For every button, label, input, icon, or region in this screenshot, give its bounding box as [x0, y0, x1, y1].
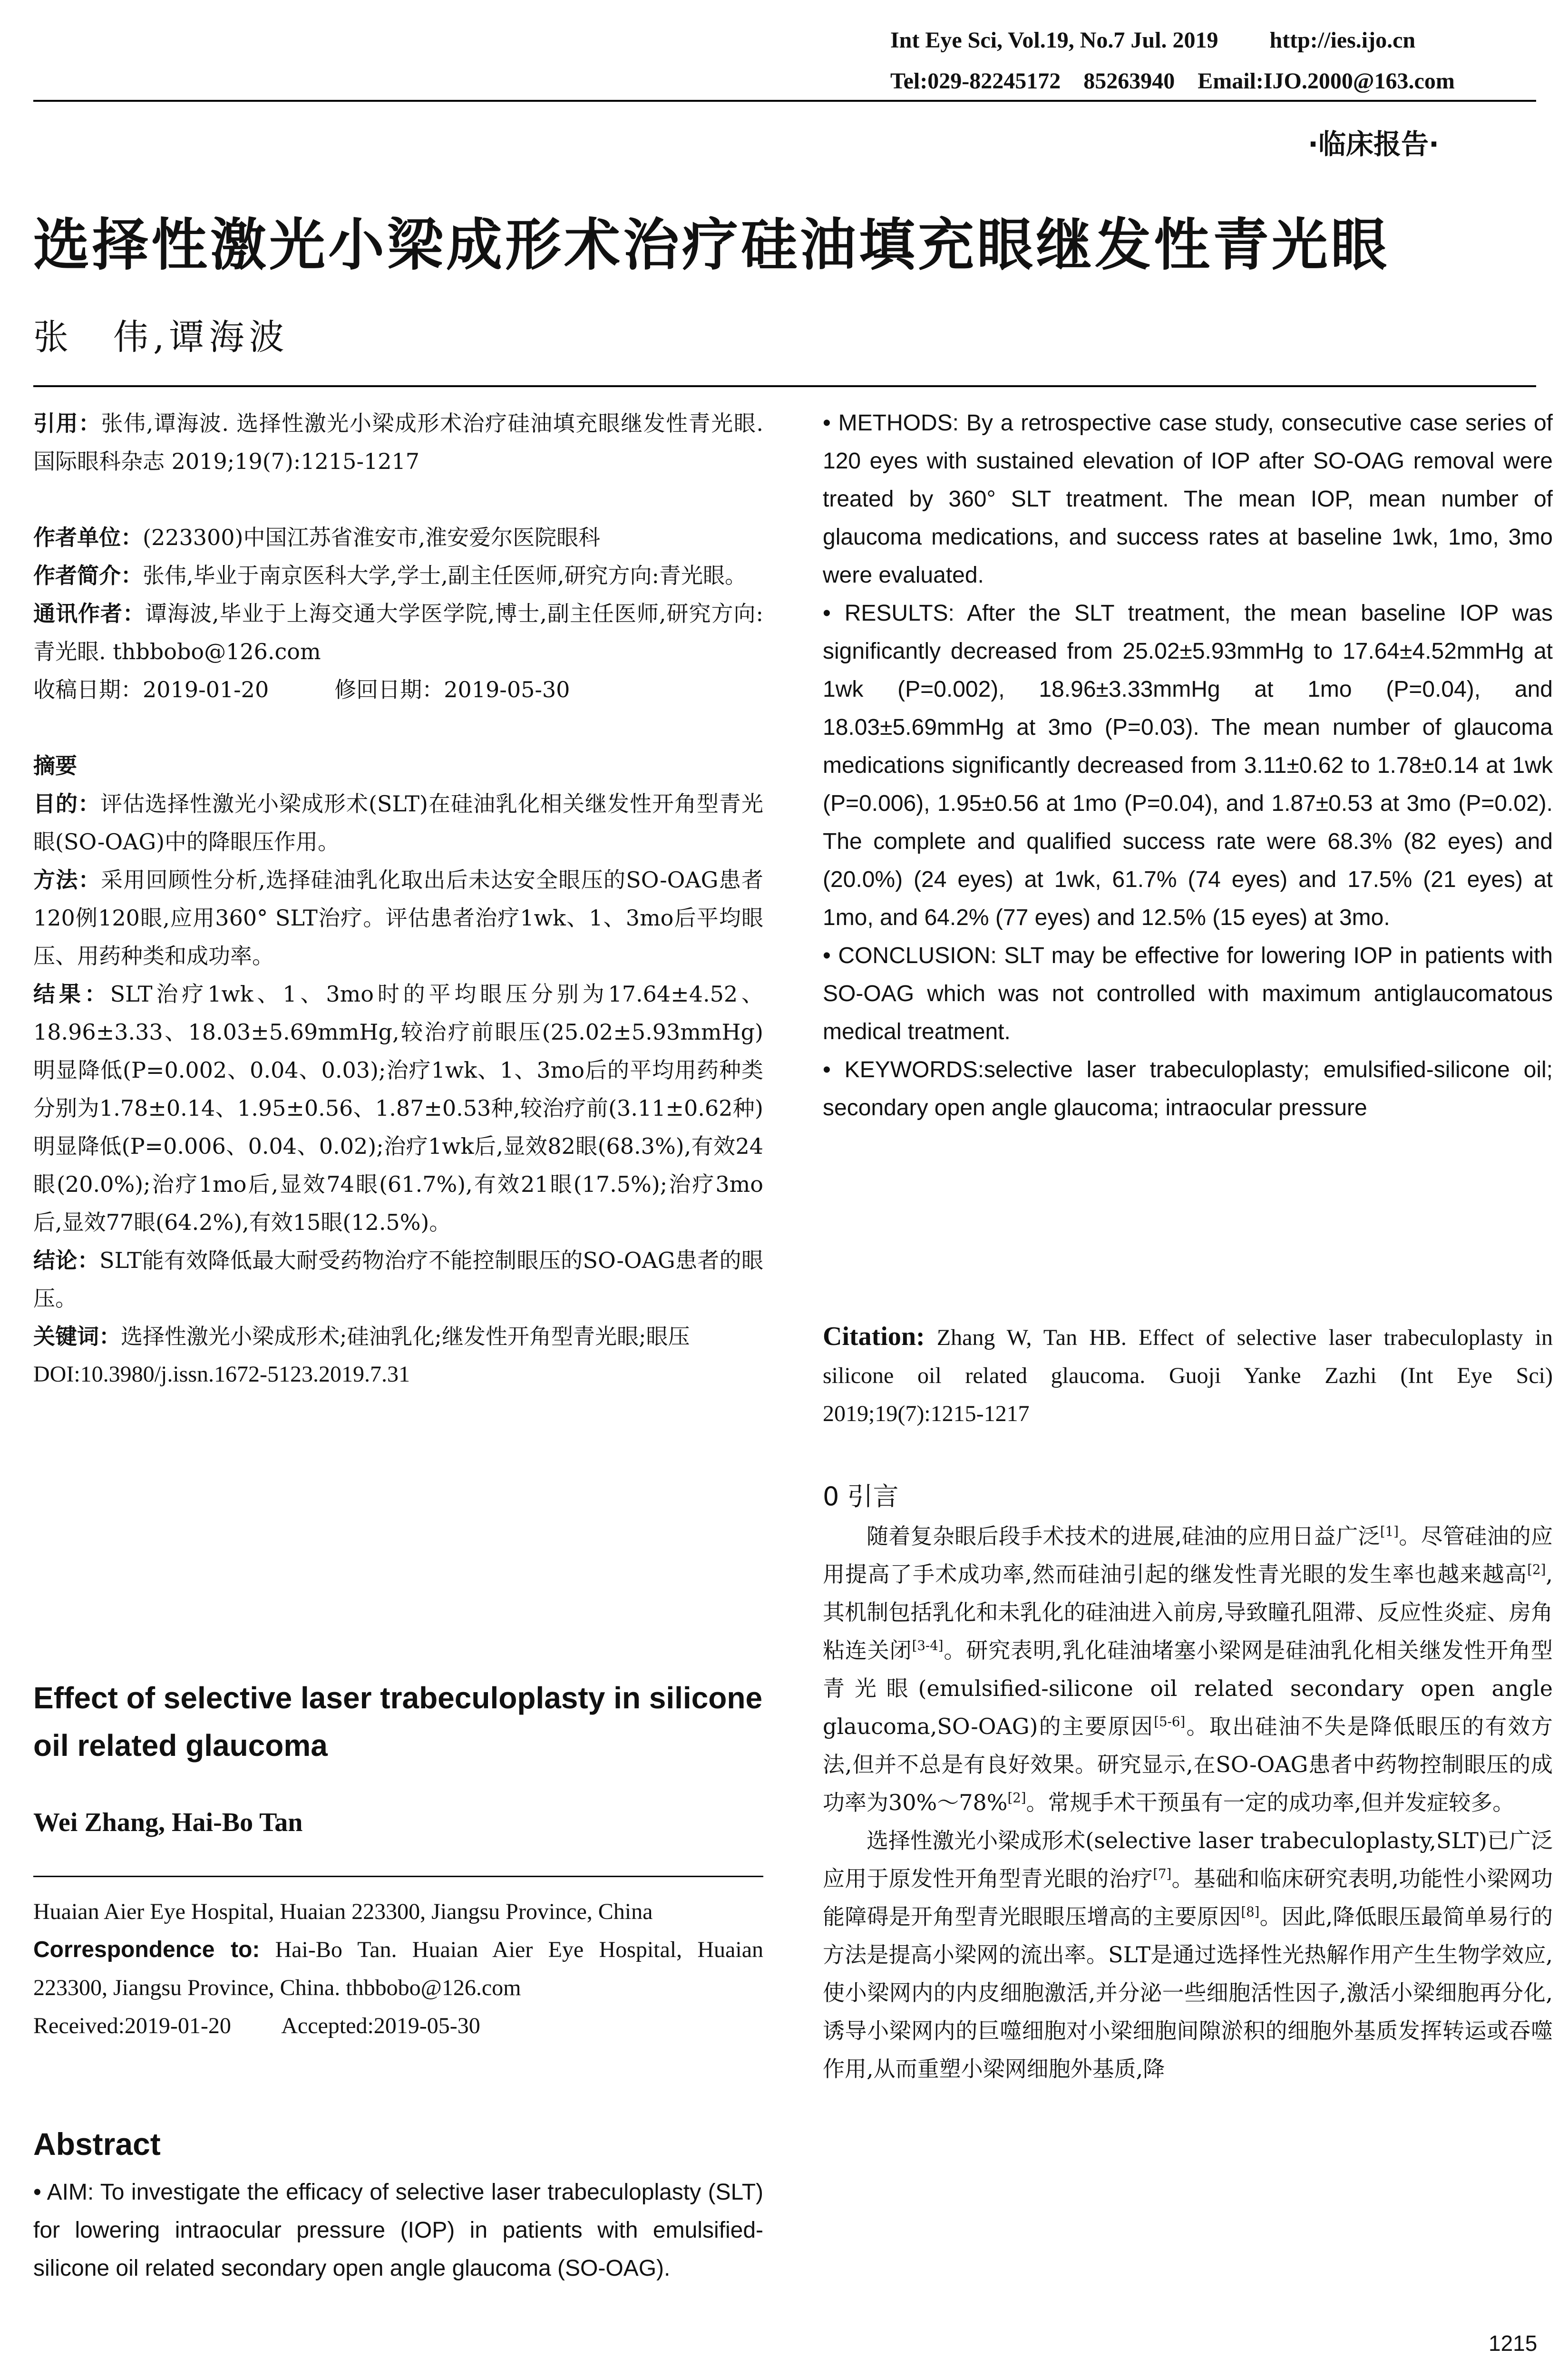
- affiliation-label: 作者单位：: [33, 525, 143, 550]
- english-correspondence: [33, 1931, 763, 2007]
- english-aim-text: • AIM: To investigate the efficacy of selective laser trabeculoplasty (SLT) for lowering intraocular pressure (IOP) in patients with emulsified-silicone oil related secondary open angle glaucoma (SO-OAG).: [33, 2180, 763, 2281]
- bio-cn: [33, 556, 763, 594]
- english-dates: Received:2019-01-20 Accepted:2019-05-30: [33, 2013, 480, 2038]
- citation-text: 张伟,谭海波. 选择性激光小梁成形术治疗硅油填充眼继发性青光眼. 国际眼科杂志 2019;19(7):1215-1217: [33, 410, 763, 474]
- affiliation-cn: [33, 518, 763, 556]
- result-text: SLT治疗1wk、1、3mo时的平均眼压分别为17.64±4.52、18.96±3.33、18.03±5.69mmHg,较治疗前眼压(25.02±5.93mmHg)明显降低(P=0.002、0.04、0.03);治疗1wk、1、3mo后的平均用药种类分别为1.78±0.14、1.95±0.56、1.87±0.53种,较治疗前(3.11±0.62种)明显降低(P=0.006、0.04、0.02);治疗1wk后,显效82眼(68.3%),有效24眼(20.0%);治疗1mo后,显效74眼(61.7%),有效21眼(17.5%);治疗3mo后,显效77眼(64.2%),有效15眼(12.5%)。: [33, 981, 763, 1235]
- aim-text: 评估选择性激光小梁成形术(SLT)在硅油乳化相关继发性开角型青光眼(SO-OAG)中的降眼压作用。: [33, 791, 763, 855]
- english-conclusion: • CONCLUSION: SLT may be effective for lowering IOP in patients with SO-OAG which was not controlled with maximum antiglaucomatous medical treatment.: [823, 943, 1553, 1044]
- english-abstract-heading: Abstract: [33, 2126, 161, 2162]
- conclusion-label: 结论：: [33, 1247, 100, 1273]
- corresponding-label: 通讯作者：: [33, 601, 145, 626]
- result-label: 结果：: [33, 981, 110, 1007]
- intro-text: ,其机制包括乳化和未乳化的硅油进入前房,导致瞳孔阻滞、反应性炎症、房角粘连关闭: [823, 1561, 1553, 1663]
- english-citation-label: Citation:: [823, 1322, 925, 1351]
- intro-text: 。基础和临床研究表明,功能性小梁网功能障碍是开角型青光眼眼压增高的主要原因: [823, 1866, 1553, 1929]
- conclusion-cn: [33, 1241, 763, 1317]
- corresponding-text: 谭海波,毕业于上海交通大学医学院,博士,副主任医师,研究方向:青光眼. thbbobo@126.com: [33, 601, 763, 664]
- title-rule: [33, 385, 1536, 387]
- english-citation: [823, 1317, 1553, 1433]
- header-rule: [33, 100, 1536, 102]
- aim-label: 目的：: [33, 791, 101, 817]
- intro-text: 选择性激光小梁成形术(selective laser trabeculoplasty,SLT)已广泛应用于原发性开角型青光眼的治疗: [823, 1828, 1553, 1891]
- page-number: 1215: [1489, 2331, 1538, 2356]
- reference-mark: [7]: [1153, 1866, 1172, 1882]
- english-keywords: • KEYWORDS:selective laser trabeculoplasty; emulsified-silicone oil; secondary open angle glaucoma; intraocular pressure: [823, 1057, 1553, 1120]
- method-text: 采用回顾性分析,选择硅油乳化取出后未达安全眼压的SO-OAG患者120例120眼,应用360° SLT治疗。评估患者治疗1wk、1、3mo后平均眼压、用药种类和成功率。: [33, 867, 763, 969]
- journal-info-line: Int Eye Sci, Vol.19, No.7 Jul. 2019 http://ies.ijo.cn: [890, 28, 1416, 53]
- intro-heading: 0 引言: [823, 1481, 899, 1511]
- article-title: 选择性激光小梁成形术治疗硅油填充眼继发性青光眼: [33, 212, 1390, 278]
- affiliation-text: (223300)中国江苏省淮安市,淮安爱尔医院眼科: [143, 525, 601, 550]
- english-affiliation: Huaian Aier Eye Hospital, Huaian 223300, Jiangsu Province, China: [33, 1899, 653, 1924]
- result-cn: [33, 975, 763, 1241]
- english-title: Effect of selective laser trabeculoplasty in silicone oil related glaucoma: [33, 1681, 763, 1763]
- intro-text: 。常规手术干预虽有一定的成功率,但并发症较多。: [1026, 1790, 1515, 1815]
- intro-paragraph-1: [823, 1517, 1553, 1822]
- conclusion-text: SLT能有效降低最大耐受药物治疗不能控制眼压的SO-OAG患者的眼压。: [33, 1247, 763, 1311]
- english-authors-rule: [33, 1876, 763, 1877]
- method-label: 方法：: [33, 867, 101, 893]
- citation-cn: [33, 404, 763, 480]
- intro-text: 随着复杂眼后段手术技术的进展,硅油的应用日益广泛: [867, 1523, 1380, 1549]
- intro-paragraph-2: [823, 1822, 1553, 2088]
- english-citation-block: [823, 1317, 1553, 1433]
- bio-label: 作者简介：: [33, 563, 143, 588]
- reference-mark: [2]: [1527, 1561, 1546, 1578]
- keywords-text: 选择性激光小梁成形术;硅油乳化;继发性开角型青光眼;眼压: [121, 1324, 690, 1349]
- journal-contact-line: Tel:029-82245172 85263940 Email:IJO.2000@163.com: [890, 68, 1455, 94]
- corresponding-cn: [33, 594, 763, 671]
- citation-label: 引用：: [33, 410, 101, 436]
- aim-cn: [33, 785, 763, 861]
- left-column: [33, 404, 763, 1393]
- section-tag: ·临床报告·: [1308, 128, 1440, 160]
- reference-mark: [3-4]: [912, 1637, 944, 1654]
- article-authors: 张 伟,谭海波: [33, 317, 289, 358]
- english-aim: [33, 2173, 763, 2288]
- dates-cn: 收稿日期：2019-01-20 修回日期：2019-05-30: [33, 677, 570, 702]
- abstract-heading-cn: 摘要: [33, 753, 77, 779]
- method-cn: [33, 861, 763, 975]
- reference-mark: [1]: [1380, 1523, 1399, 1539]
- intro-text: 。因此,降低眼压最简单易行的方法是提高小梁网的流出率。SLT是通过选择性光热解作用产生生物学效应,使小梁网内的内皮细胞激活,并分泌一些细胞活性因子,激活小梁细胞再分化,诱导小梁网内的巨噬细胞对小梁细胞间隙淤积的细胞外基质发挥转运或吞噬作用,从而重塑小梁网细胞外基质,降: [823, 1904, 1553, 2082]
- english-citation-text: Zhang W, Tan HB. Effect of selective laser trabeculoplasty in silicone oil related glaucoma. Guoji Yanke Zazhi (Int Eye Sci) 2019;19(7):1215-1217: [823, 1325, 1553, 1426]
- english-results: • RESULTS: After the SLT treatment, the mean baseline IOP was significantly decreased from 25.02±5.93mmHg to 17.64±4.52mmHg at 1wk (P=0.002), 18.96±3.33mmHg at 1mo (P=0.04), and 18.03±5.69mmHg at 3mo (P=0.03). The mean number of glaucoma medications significantly decreased from 3.11±0.62 to 1.78±0.14 at 1wk (P=0.006), 1.95±0.56 at 1mo (P=0.04), and 1.87±0.53 at 3mo (P=0.02). The complete and qualified success rate were 68.3% (82 eyes) and (20.0%) (24 eyes) at 1wk, 61.7% (74 eyes) and 17.5% (21 eyes) at 1mo, and 64.2% (77 eyes) and 12.5% (15 eyes) at 3mo.: [823, 601, 1553, 930]
- right-abstract: [823, 404, 1553, 1127]
- english-methods: • METHODS: By a retrospective case study, consecutive case series of 120 eyes with sustained elevation of IOP after SO-OAG removal were treated by 360° SLT treatment. The mean IOP, mean number of glaucoma medications, and success rates at baseline 1wk, 1mo, 3mo were evaluated.: [823, 410, 1553, 588]
- english-correspondence-label: Correspondence to:: [33, 1937, 260, 1962]
- keywords-label: 关键词：: [33, 1324, 121, 1349]
- english-authors: Wei Zhang, Hai-Bo Tan: [33, 1808, 303, 1837]
- english-correspondence-text: Hai-Bo Tan. Huaian Aier Eye Hospital, Huaian 223300, Jiangsu Province, China. thbbobo@126.com: [33, 1937, 763, 2000]
- intro-text: 。尽管硅油的应用提高了手术成功率,然而硅油引起的继发性青光眼的发生率也越来越高: [823, 1523, 1553, 1587]
- reference-mark: [8]: [1241, 1904, 1260, 1920]
- intro-text: 。研究表明,乳化硅油堵塞小梁网是硅油乳化相关继发性开角型青光眼(emulsified-silicone oil related secondary open angle glaucoma,SO-OAG)的主要原因: [823, 1637, 1553, 1739]
- intro-body: [823, 1517, 1553, 2088]
- reference-mark: [5-6]: [1154, 1714, 1186, 1730]
- reference-mark: [2]: [1007, 1790, 1026, 1806]
- bio-text: 张伟,毕业于南京医科大学,学士,副主任医师,研究方向:青光眼。: [143, 563, 747, 588]
- intro-text: 。取出硅油不失是降低眼压的有效方法,但并不总是有良好效果。研究显示,在SO-OAG患者中药物控制眼压的成功率为30%～78%: [823, 1714, 1553, 1815]
- doi: DOI:10.3980/j.issn.1672-5123.2019.7.31: [33, 1362, 410, 1387]
- keywords-cn: [33, 1317, 763, 1355]
- english-affiliation-block: [33, 1893, 763, 2045]
